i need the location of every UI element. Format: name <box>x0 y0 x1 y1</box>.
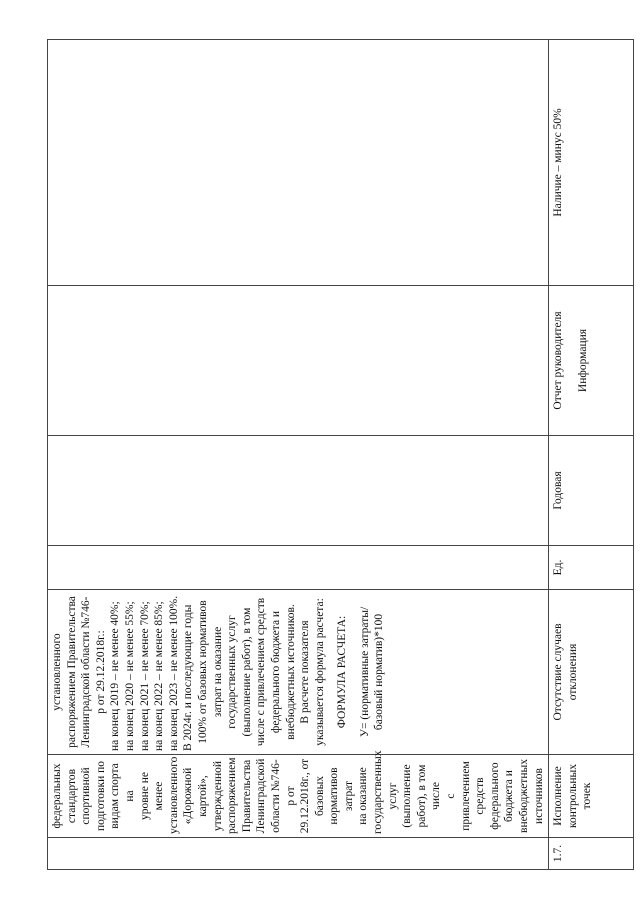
criteria-line: на конец 2021 – не менее 70%; <box>138 601 151 751</box>
desc-line: государственных <box>372 750 385 834</box>
source-line: Отчет руководителя <box>552 311 565 410</box>
criteria-line: отклонения <box>566 643 579 701</box>
criteria-line: затрат на оказание <box>211 626 224 718</box>
desc-line: базовых <box>313 775 326 817</box>
desc-line: подготовки по <box>94 760 107 832</box>
cell-indicator-desc <box>48 750 549 838</box>
cell-period: Годовая <box>549 436 634 546</box>
cell-source-empty <box>48 286 549 436</box>
cell-criteria <box>549 590 634 755</box>
name-line: контрольных <box>566 763 579 829</box>
cell-indicator-name <box>549 755 634 838</box>
desc-line: на оказание <box>357 767 370 825</box>
spacer <box>566 289 576 432</box>
desc-line: Ленинградской <box>255 758 268 834</box>
criteria-line: В 2024г. и последующие годы <box>182 604 195 751</box>
criteria-line: на конец 2022 – не менее 85%; <box>153 601 166 751</box>
desc-line: области №746-р от <box>269 759 297 833</box>
source-line: Информация <box>576 328 589 393</box>
desc-line: стандартов <box>65 768 78 824</box>
cell-threshold-empty <box>48 40 549 286</box>
desc-line: 29.12.2018г., от <box>299 758 312 834</box>
desc-line: средств <box>474 777 487 815</box>
desc-line: бюджета и <box>503 770 516 822</box>
criteria-line: Отсутствие случаев <box>552 623 565 721</box>
desc-line: «Дорожной <box>182 767 195 825</box>
desc-line: уровне не менее <box>138 771 166 821</box>
desc-line: распоряжением <box>226 757 239 834</box>
cell-threshold: Наличие – минус 50% <box>549 40 634 286</box>
criteria-line: внебюджетных источников. <box>284 604 297 740</box>
rotated-page <box>47 40 607 870</box>
desc-line: установленного <box>167 756 180 834</box>
cell-unit: Ед. <box>549 546 634 590</box>
criteria-line: государственных услуг <box>226 615 239 729</box>
desc-line: федеральных <box>51 763 63 829</box>
desc-line: видам спорта на <box>109 763 136 829</box>
name-line: Исполнение <box>552 766 565 826</box>
rotated-table-frame <box>47 40 607 870</box>
formula-line: базовый норматив)*100 <box>373 613 386 731</box>
desc-line: с привлечением <box>445 761 472 831</box>
cell-num-empty <box>48 838 549 870</box>
formula-title: ФОРМУЛА РАСЧЕТА: <box>336 615 349 729</box>
desc-line: внебюджетных <box>518 759 530 833</box>
desc-line: работ), в том числе <box>415 764 443 828</box>
indicator-table <box>47 39 634 870</box>
cell-row-number: 1.7. <box>549 838 634 870</box>
desc-line: федерального <box>488 762 501 830</box>
criteria-line: распоряжением Правительства <box>65 596 78 748</box>
criteria-line: установленного <box>51 633 63 711</box>
table-row-1-7 <box>549 40 634 870</box>
criteria-line: 100% от базовых нормативов <box>196 600 209 744</box>
formula-line: У= (нормативные затраты/ <box>358 606 371 738</box>
criteria-line: на конец 2019 – не менее 40%; <box>109 601 122 751</box>
criteria-line: указывается формула расчета: <box>313 598 326 746</box>
criteria-line: Ленинградской области №746- <box>80 596 93 748</box>
desc-line: спортивной <box>80 767 93 825</box>
desc-line: картой», <box>196 775 209 817</box>
criteria-line: р от 29.12.2018г.: <box>94 630 107 714</box>
spacer <box>327 593 335 751</box>
spacer <box>350 593 358 751</box>
desc-line: нормативов затрат <box>328 767 355 825</box>
cell-source <box>549 286 634 436</box>
criteria-line: В расчете показателя <box>299 620 312 724</box>
table-row-continued <box>48 40 549 870</box>
criteria-line: на конец 2023 – не менее 100%. <box>167 595 180 751</box>
name-line: точек <box>581 782 594 810</box>
criteria-line: на конец 2020 – не менее 55%; <box>123 601 136 751</box>
desc-line: услуг (выполнение <box>386 764 414 828</box>
desc-line: источников <box>532 768 545 824</box>
cell-unit-empty <box>48 546 549 590</box>
cell-period-empty <box>48 436 549 546</box>
desc-line: Правительства <box>240 759 253 833</box>
cell-indicator-criteria <box>48 590 549 755</box>
desc-line: утвержденной <box>211 760 224 832</box>
criteria-line: числе с привлечением средств <box>255 597 268 747</box>
criteria-line: федерального бюджета и <box>269 610 282 734</box>
criteria-line: (выполнение работ), в том <box>240 607 253 737</box>
